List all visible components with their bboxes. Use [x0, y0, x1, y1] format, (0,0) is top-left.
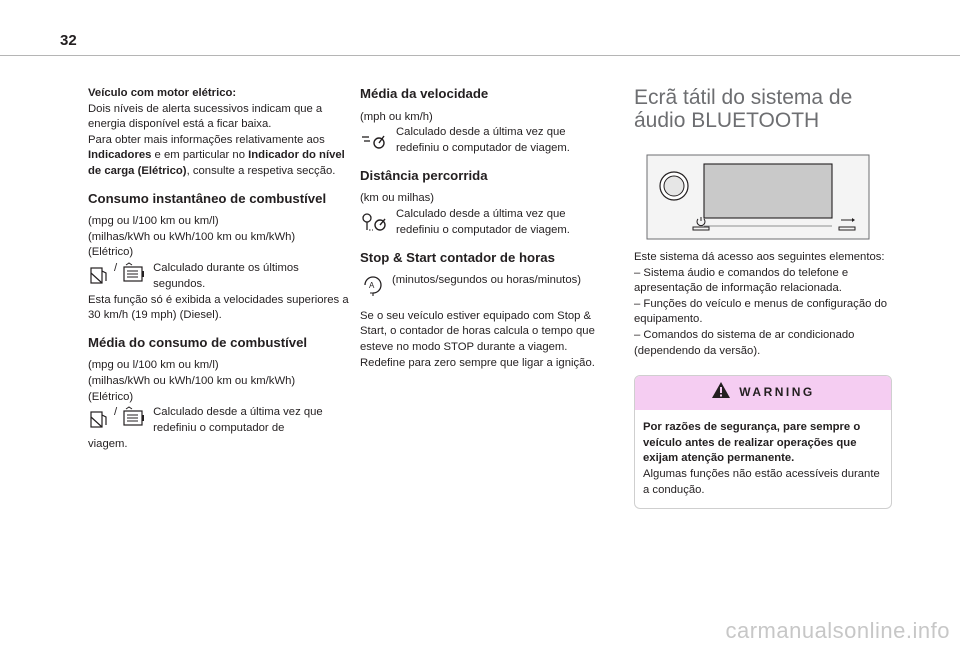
- power-icon: [690, 216, 712, 238]
- battery-charge-icon: [121, 405, 147, 437]
- distance-title: Distância percorrida: [360, 167, 488, 183]
- slash-text: /: [114, 406, 118, 419]
- fuel-pump-icon: [88, 261, 110, 293]
- audio-item-1: – Sistema áudio e comandos do telefone e apresentação de informação relacionada.: [634, 266, 849, 295]
- warning-body: [635, 410, 891, 508]
- speed-icon: [360, 131, 390, 157]
- header-rule: [0, 55, 960, 56]
- ev-heading: Veículo com motor elétrico:: [88, 87, 237, 99]
- instant-consumption-title: Consumo instantâneo de combustível: [88, 190, 327, 206]
- average-units-1: (mpg ou l/100 km ou km/l): [88, 359, 219, 372]
- distance-icon-row: [360, 207, 610, 239]
- stop-start-paragraph: Se o seu veículo estiver equipado com Stop & Start, o contador de horas calcula o tempo que esteve no modo STOP durante a viagem. Redefine para zero sempre que ligar a ignição.: [360, 309, 595, 369]
- average-units-3: (Elétrico): [88, 390, 134, 403]
- average-icon-row: [88, 405, 350, 437]
- ev-alert-text: Dois níveis de alerta sucessivos indicam que a energia disponível está a ficar baixa.: [88, 102, 323, 131]
- warning-bold-text: Por razões de segurança, pare sempre o veículo antes de realizar operações que exijam atenção permanente.: [643, 421, 861, 465]
- distance-description: Calculado desde a última vez que redefiniu o computador de viagem.: [396, 207, 570, 236]
- stop-start-units: (minutos/segundos ou horas/minutos): [392, 274, 582, 287]
- instant-note: Esta função só é exibida a velocidades superiores a 30 km/h (19 mph) (Diesel).: [88, 293, 349, 322]
- slash-text: /: [114, 261, 118, 274]
- warning-text: Algumas funções não estão acessíveis durante a condução.: [643, 467, 880, 496]
- distance-icon: [360, 211, 390, 239]
- instant-icon-row: [88, 261, 350, 293]
- warning-label: WARNING: [739, 385, 815, 400]
- usb-icon: [836, 216, 858, 238]
- audio-item-2: – Funções do veículo e menus de configuração do equipamento.: [634, 297, 888, 326]
- page-number: 32: [60, 32, 77, 49]
- touchscreen-illustration: [646, 154, 870, 240]
- fuel-pump-icon: [88, 405, 110, 437]
- average-speed-title: Média da velocidade: [360, 86, 489, 101]
- average-description-end: viagem.: [88, 437, 128, 450]
- instant-description: Calculado durante os últimos segundos.: [153, 261, 299, 290]
- column-middle: [360, 86, 610, 371]
- average-speed-units: (mph ou km/h): [360, 110, 433, 123]
- audio-intro: Este sistema dá acesso aos seguintes elementos:: [634, 251, 885, 263]
- instant-units-2: (milhas/kWh ou kWh/100 km ou km/kWh): [88, 230, 296, 243]
- warning-icon: [711, 381, 731, 405]
- column-right: [634, 86, 892, 509]
- svg-text:A: A: [369, 281, 375, 291]
- warning-header: [635, 376, 891, 410]
- average-speed-description: Calculado desde a última vez que redefiniu o computador de viagem.: [396, 126, 570, 154]
- audio-item-3: – Comandos do sistema de ar condicionado (dependendo da versão).: [634, 328, 855, 357]
- audio-system-title: Ecrã tátil do sistema de áudio BLUETOOTH: [634, 86, 853, 132]
- stop-start-icon-row: [360, 273, 610, 303]
- stop-start-title: Stop & Start contador de horas: [360, 249, 555, 265]
- warning-box: [634, 375, 892, 509]
- average-consumption-title: Média do consumo de combustível: [88, 334, 308, 350]
- distance-units: (km ou milhas): [360, 192, 435, 205]
- stop-start-icon: [360, 273, 386, 303]
- watermark: carmanualsonline.info: [725, 618, 950, 643]
- average-description: Calculado desde a última vez que redefiniu o computador de: [153, 406, 323, 434]
- column-left: [88, 86, 350, 452]
- instant-units-1: (mpg ou l/100 km ou km/l): [88, 215, 219, 228]
- instant-units-3: (Elétrico): [88, 246, 134, 259]
- ev-reference-text: Para obter mais informações relativamente aos Indicadores e em particular no Indicador do nível de carga (Elétrico), consulte a respetiva secção.: [88, 133, 345, 177]
- battery-charge-icon: [121, 261, 147, 293]
- average-units-2: (milhas/kWh ou kWh/100 km ou km/kWh): [88, 374, 296, 387]
- speed-icon-row: [360, 125, 610, 157]
